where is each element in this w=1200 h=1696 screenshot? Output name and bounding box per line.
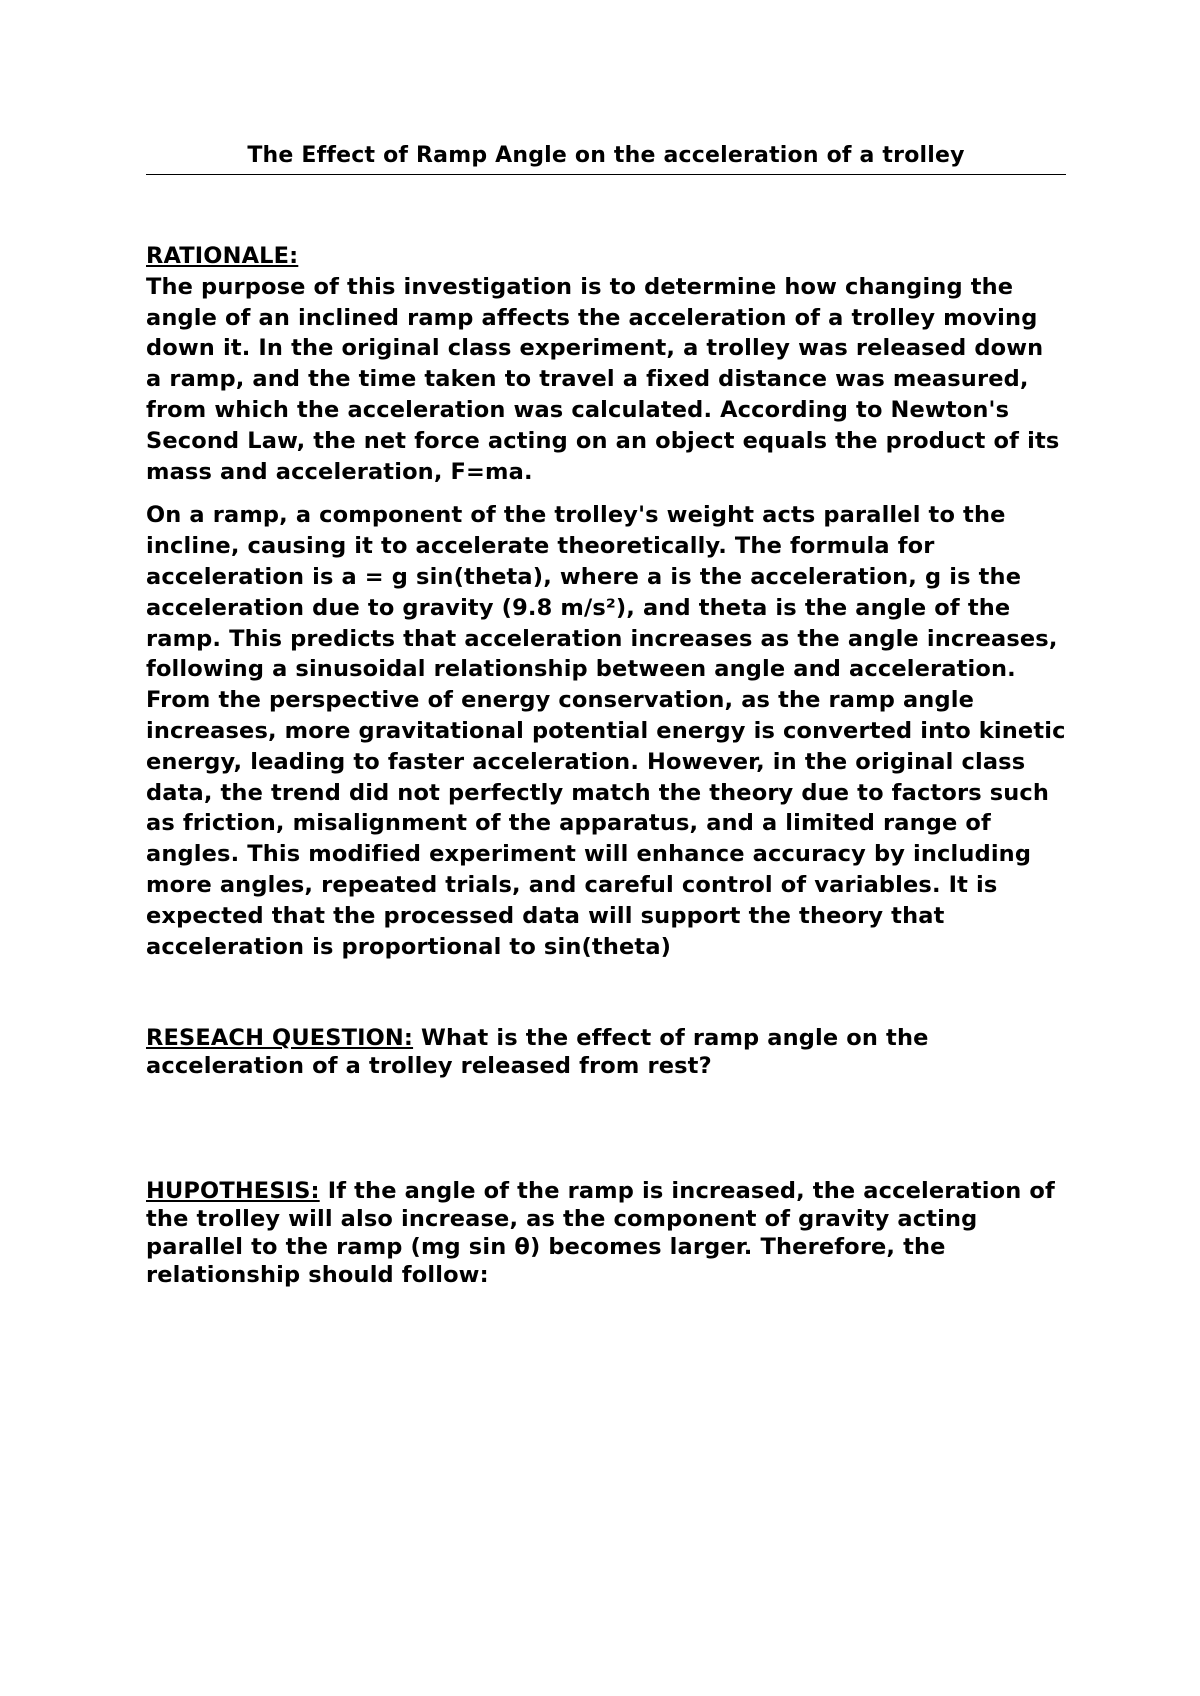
rationale-paragraph-1: The purpose of this investigation is to determine how changing the angle of an inclined ramp affects the acceleration of a trolley moving down it. In the original class experiment, a trolley was released down a ramp, and the time taken to travel a fixed distance was measured, from which the acceleration was calculated. According to Newton's Second Law, the net force acting on an object equals the product of its mass and acceleration, F=ma. [146, 273, 1060, 485]
spacer [146, 1080, 1066, 1177]
rationale-heading: RATIONALE: [146, 243, 299, 269]
hypothesis-text: If the angle of the ramp is increased, the acceleration of the trolley will also increase, as the component of gravity acting parallel to the ramp (mg sin θ) becomes larger. Therefore, the relationship should follow: [146, 1178, 1055, 1289]
document-title: The Effect of Ramp Angle on the acceleration of a trolley [146, 140, 1066, 175]
spacer [146, 962, 1066, 1024]
spacer [146, 487, 1066, 500]
hypothesis-section [146, 1177, 1066, 1289]
research-question-heading: RESEACH QUESTION: [146, 1025, 414, 1052]
rationale-section [146, 241, 1066, 962]
spacer [146, 175, 1066, 241]
research-question-section [146, 1024, 1066, 1080]
hypothesis-heading: HUPOTHESIS: [146, 1178, 320, 1205]
rationale-paragraph-2: On a ramp, a component of the trolley's weight acts parallel to the incline, causing it to accelerate theoretically. The formula for acceleration is a = g sin(theta), where a is the acceleration, g is the acceleration due to gravity (9.8 m/s²), and theta is the angle of the ramp. This predicts that acceleration increases as the angle increases, following a sinusoidal relationship between angle and acceleration. From the perspective of energy conservation, as the ramp angle increases, more gravitational potential energy is converted into kinetic energy, leading to faster acceleration. However, in the original class data, the trend did not perfectly match the theory due to factors such as friction, misalignment of the apparatus, and a limited range of angles. This modified experiment will enhance accuracy by including more angles, repeated trials, and careful control of variables. It is expected that the processed data will support the theory that acceleration is proportional to sin(theta) [146, 502, 1066, 960]
research-question-text: What is the effect of ramp angle on the acceleration of a trolley released from rest? [146, 1025, 929, 1080]
document-content [146, 140, 1066, 1289]
